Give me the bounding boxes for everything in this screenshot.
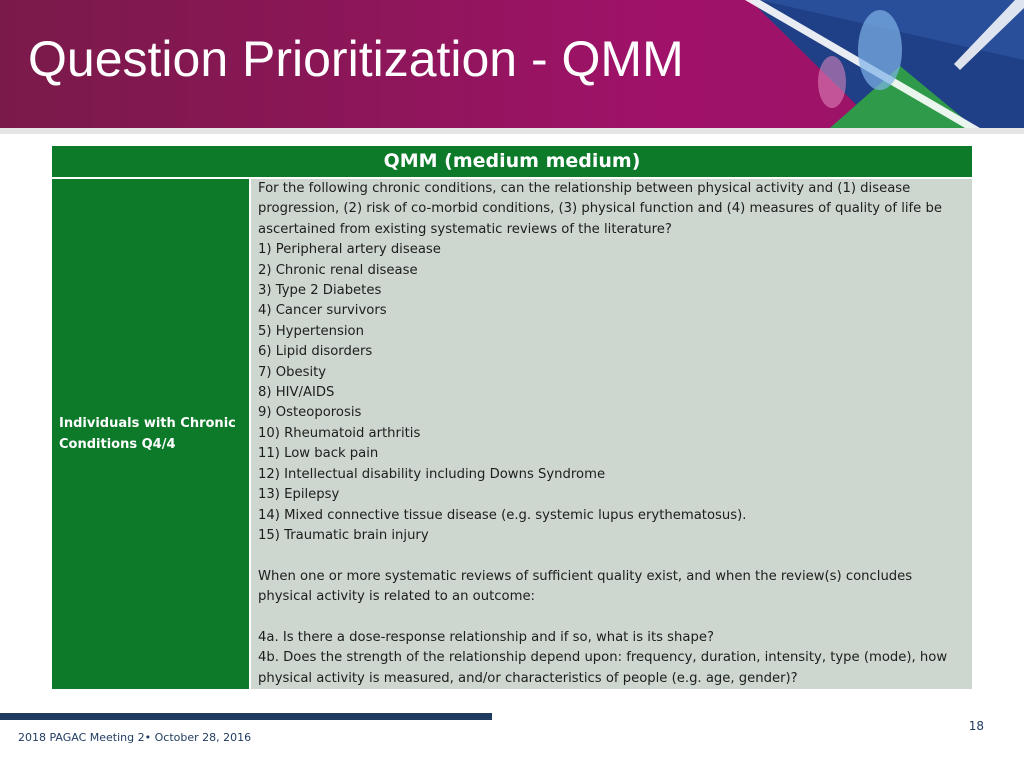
condition-item: 4) Cancer survivors bbox=[258, 303, 387, 319]
question-4b: 4b. Does the strength of the relationship depend upon: frequency, duration, intensity, type (mode), how physical activity is measured, and/or characteristics of people (e.g. age, gender)? bbox=[258, 650, 948, 686]
condition-item: 1) Peripheral artery disease bbox=[258, 242, 441, 258]
condition-item: 5) Hypertension bbox=[258, 323, 364, 339]
condition-item: 11) Low back pain bbox=[258, 446, 379, 462]
question-cell bbox=[251, 179, 972, 689]
condition-item: 7) Obesity bbox=[258, 364, 327, 380]
table-header: QMM (medium medium) bbox=[52, 146, 972, 177]
question-4a: 4a. Is there a dose-response relationship and if so, what is its shape? bbox=[258, 629, 714, 645]
conditions-list bbox=[258, 240, 966, 546]
banner-divider bbox=[0, 128, 1024, 134]
qmm-table bbox=[52, 146, 972, 689]
condition-item: 8) HIV/AIDS bbox=[258, 385, 335, 401]
condition-item: 10) Rheumatoid arthritis bbox=[258, 425, 421, 441]
athlete-silhouette-pink bbox=[818, 56, 846, 108]
footer-meeting-text: 2018 PAGAC Meeting 2• October 28, 2016 bbox=[18, 731, 252, 744]
page-number: 18 bbox=[968, 719, 984, 733]
condition-item: 2) Chronic renal disease bbox=[258, 262, 418, 278]
condition-item: 13) Epilepsy bbox=[258, 487, 340, 503]
spacer bbox=[258, 608, 966, 628]
row-label: Individuals with Chronic Conditions Q4/4 bbox=[59, 416, 236, 452]
condition-item: 15) Traumatic brain injury bbox=[258, 527, 429, 543]
condition-item: 9) Osteoporosis bbox=[258, 405, 362, 421]
athlete-silhouette bbox=[858, 10, 902, 90]
title-banner bbox=[0, 0, 1024, 128]
followup-text: When one or more systematic reviews of sufficient quality exist, and when the review(s) concludes physical activity is related to an outcome: bbox=[258, 568, 913, 605]
condition-item: 6) Lipid disorders bbox=[258, 344, 373, 360]
slide-title: Question Prioritization - QMM bbox=[28, 31, 684, 87]
spacer bbox=[258, 546, 966, 566]
row-label-cell bbox=[52, 179, 249, 689]
footer-bar bbox=[0, 713, 492, 720]
question-text: For the following chronic conditions, can the relationship between physical activity and (1) disease progression, (2) risk of co-morbid conditions, (3) physical function and (4) measures of quality of life be ascertained from existing systematic reviews of the literature? bbox=[258, 181, 942, 237]
condition-item: 12) Intellectual disability including Downs Syndrome bbox=[258, 466, 606, 482]
condition-item: 14) Mixed connective tissue disease (e.g. systemic lupus erythematosus). bbox=[258, 507, 747, 523]
condition-item: 3) Type 2 Diabetes bbox=[258, 283, 382, 299]
